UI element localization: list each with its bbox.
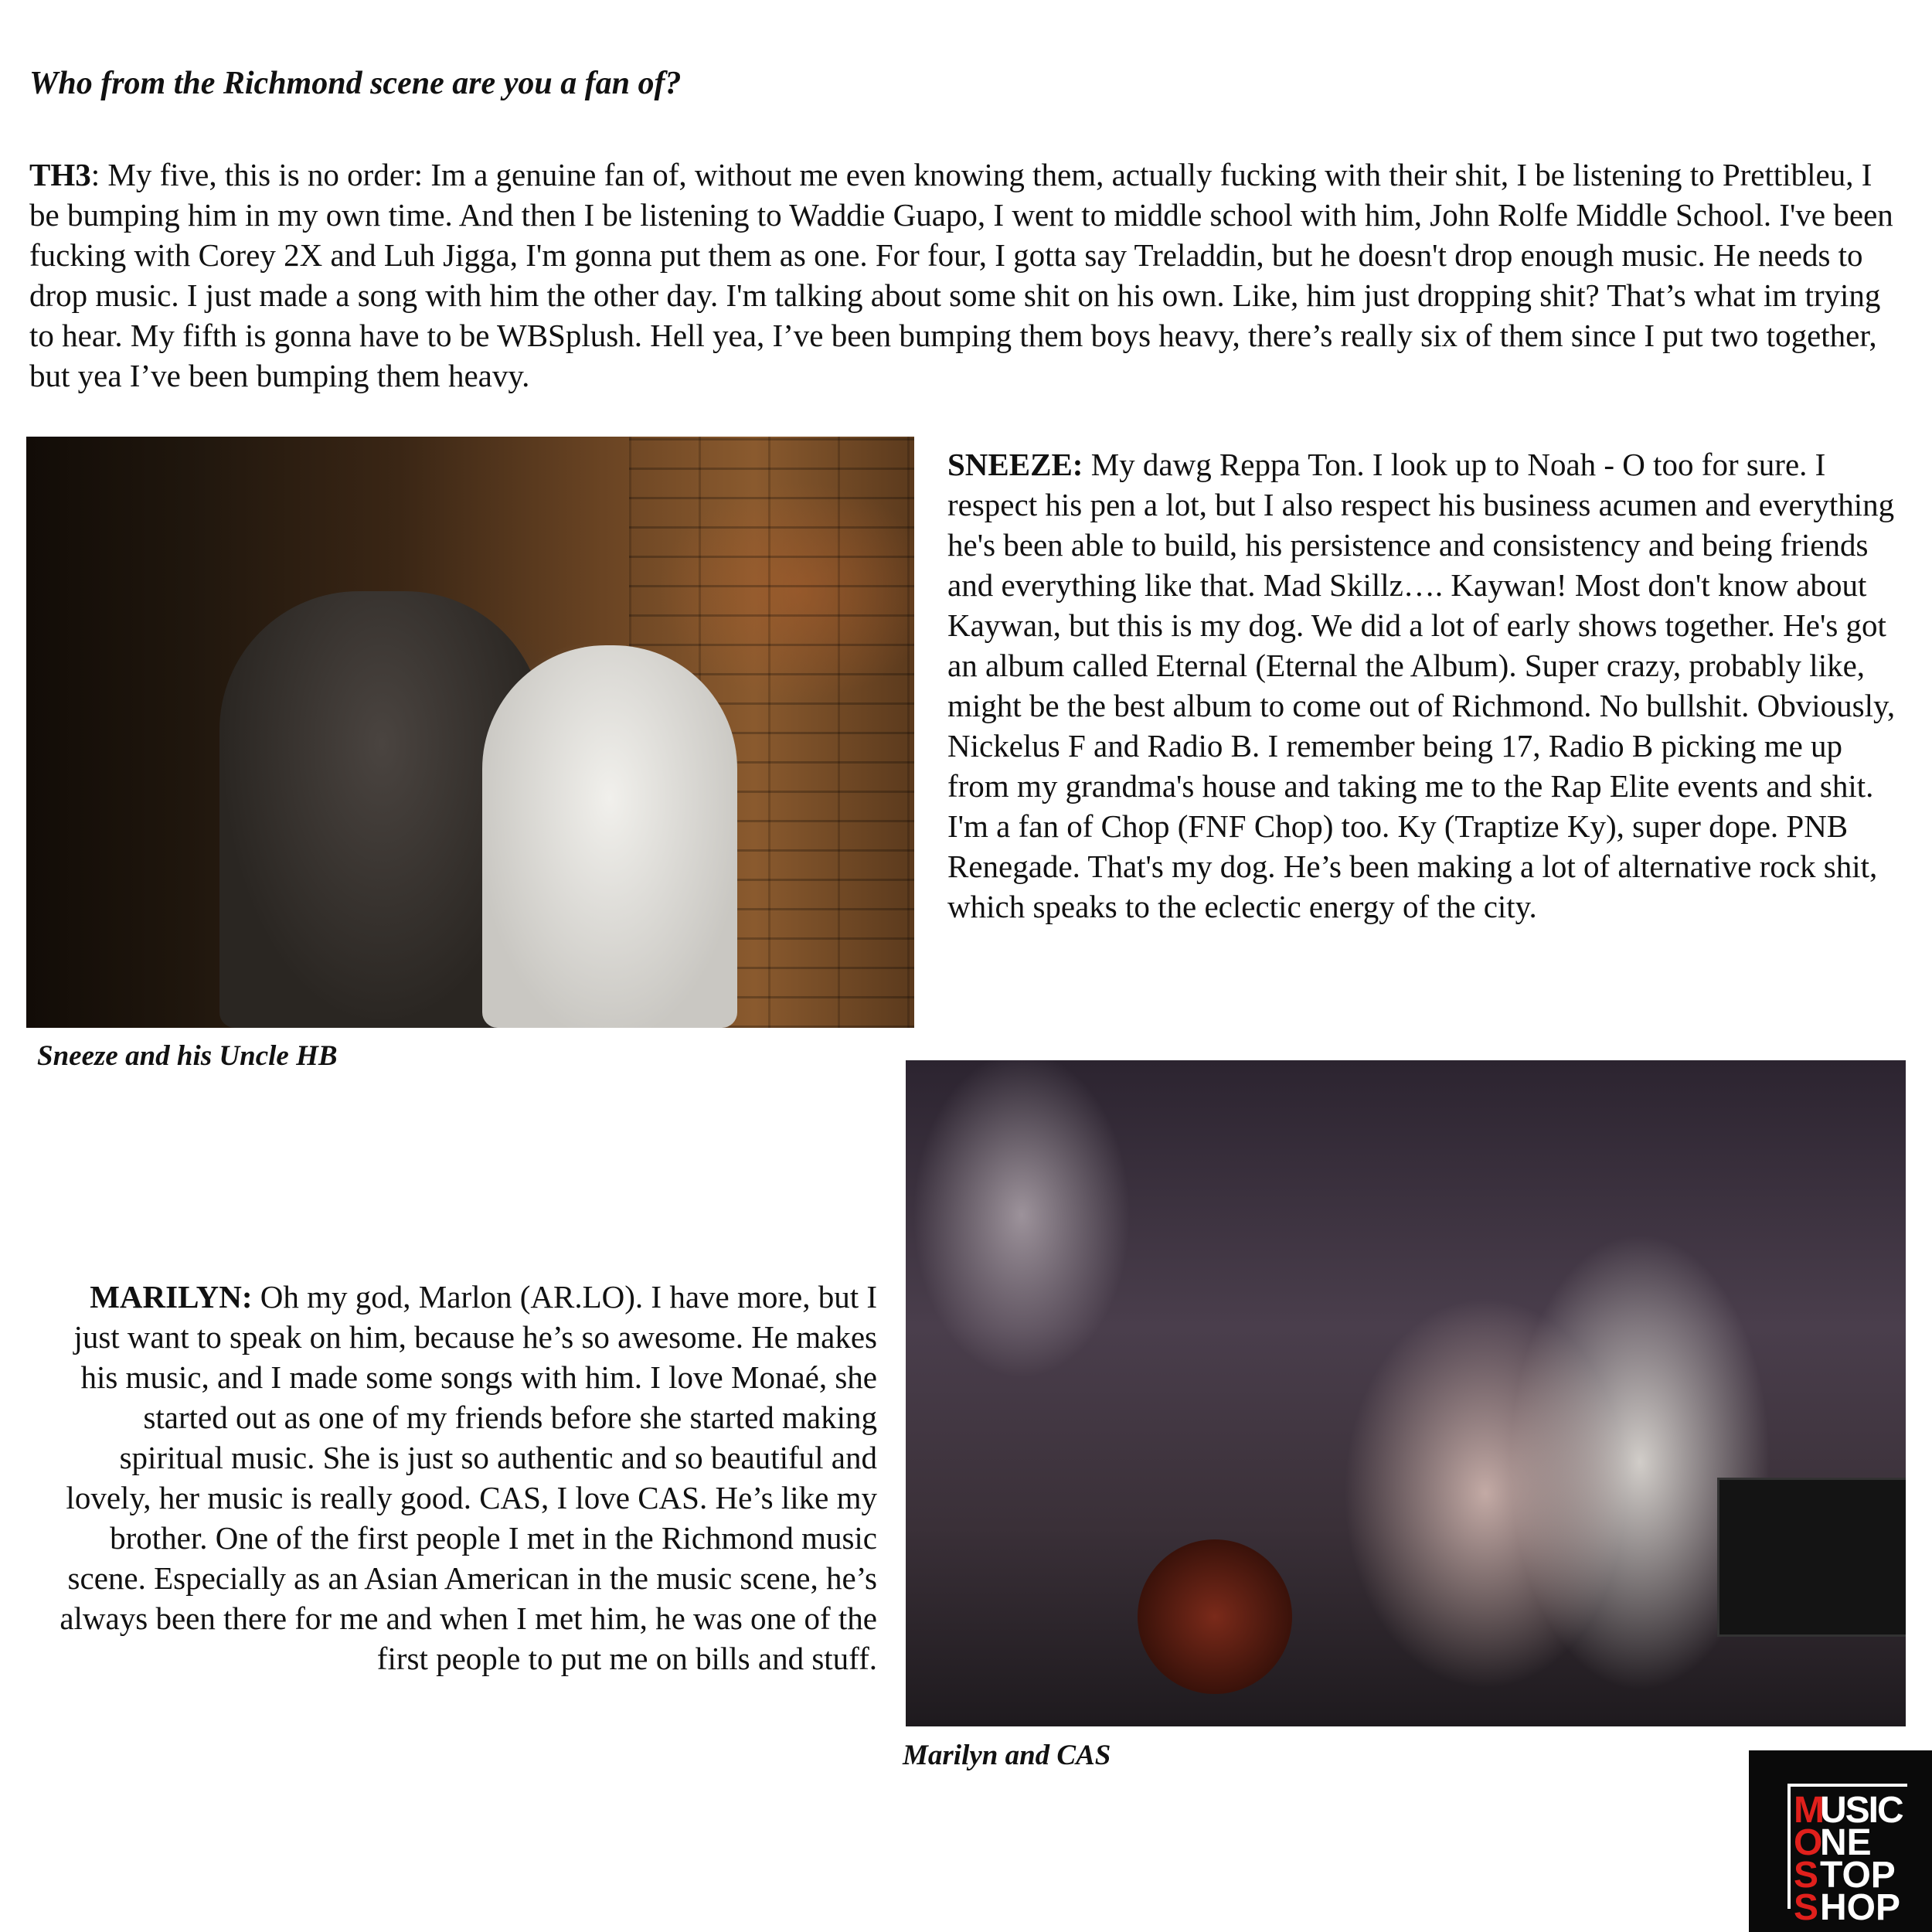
drum-kit (1138, 1539, 1292, 1694)
svg-text:S: S (1794, 1855, 1819, 1896)
sneeze-answer-text: My dawg Reppa Ton. I look up to Noah - O too for sure. I respect his pen a lot, but I also respect his business acumen and everything he's been able to build, his persistence and consistency and being friends and everything like that. Mad Skillz…. Kaywan! Most don't know about Kaywan, but this is my dog. We did a lot of early shows together. He's got an album called Eternal (Eternal the Album). Super crazy, probably like, might be the best album to come out of Richmond. No bullshit. Obviously, Nickelus F and Radio B. I remember being 17, Radio B picking me up from my grandma's house and taking me to the Rap Elite events and shit. I'm a fan of Chop (FNF Chop) too. Ky (Traptize Ky), super dope. PNB Renegade. That's my dog. He’s been making a lot of alternative rock shit, which speaks to the eclectic energy of the city. (947, 447, 1896, 924)
th3-answer (29, 155, 1900, 396)
logo-mark (1749, 1750, 1932, 1932)
marilyn-answer (54, 1277, 877, 1679)
th3-answer-text: : My five, this is no order: Im a genuine fan of, without me even knowing them, actually fucking with their shit, I be listening to Prettibleu, I be bumping him in my own time. And then I be listening to Waddie Guapo, I went to middle school with him, John Rolfe Middle School. I've been fucking with Corey 2X and Luh Jigga, I'm gonna put them as one. For four, I gotta say Treladdin, but he doesn't drop enough music. He needs to drop music. I just made a song with him the other day. I'm talking about some shit on his own. Like, him just dropping shit? That’s what im trying to hear. My fifth is gonna have to be WBSplush. Hell yea, I’ve been bumping them boys heavy, there’s really six of them since I put two together, but yea I’ve been bumping them heavy. (29, 157, 1893, 393)
sneeze-speaker-label: SNEEZE: (947, 447, 1083, 482)
person-sneeze (482, 645, 737, 1028)
interview-question: Who from the Richmond scene are you a fan of? (29, 66, 682, 101)
svg-text:S: S (1794, 1887, 1819, 1928)
svg-text:O: O (1794, 1822, 1823, 1863)
amplifier (1717, 1478, 1906, 1637)
caption-photo-sneeze: Sneeze and his Uncle HB (37, 1040, 338, 1072)
marilyn-speaker-label: MARILYN: (90, 1279, 253, 1315)
photo-sneeze-and-uncle-hb (26, 437, 914, 1028)
sneeze-answer (947, 444, 1906, 927)
music-one-stop-shop-logo (1749, 1750, 1932, 1932)
svg-text:NE: NE (1820, 1822, 1872, 1863)
svg-text:TOP: TOP (1820, 1855, 1896, 1896)
caption-photo-marilyn: Marilyn and CAS (903, 1740, 1111, 1771)
svg-text:HOP: HOP (1820, 1887, 1901, 1928)
svg-text:M: M (1794, 1790, 1823, 1831)
photo-marilyn-and-cas (906, 1060, 1906, 1726)
marilyn-answer-text: Oh my god, Marlon (AR.LO). I have more, but I just want to speak on him, because he’s so awesome. He makes his music, and I made some songs with him. I love Monaé, she started out as one of my friends before she started making spiritual music. She is just so authentic and so beautiful and lovely, her music is really good. CAS, I love CAS. He’s like my brother. One of the first people I met in the Richmond music scene. Especially as an Asian American in the music scene, he’s always been there for me and when I met him, he was one of the first people to put me on bills and stuff. (60, 1279, 877, 1676)
th3-speaker-label: TH3 (29, 157, 91, 192)
svg-text:USIC: USIC (1820, 1790, 1903, 1831)
